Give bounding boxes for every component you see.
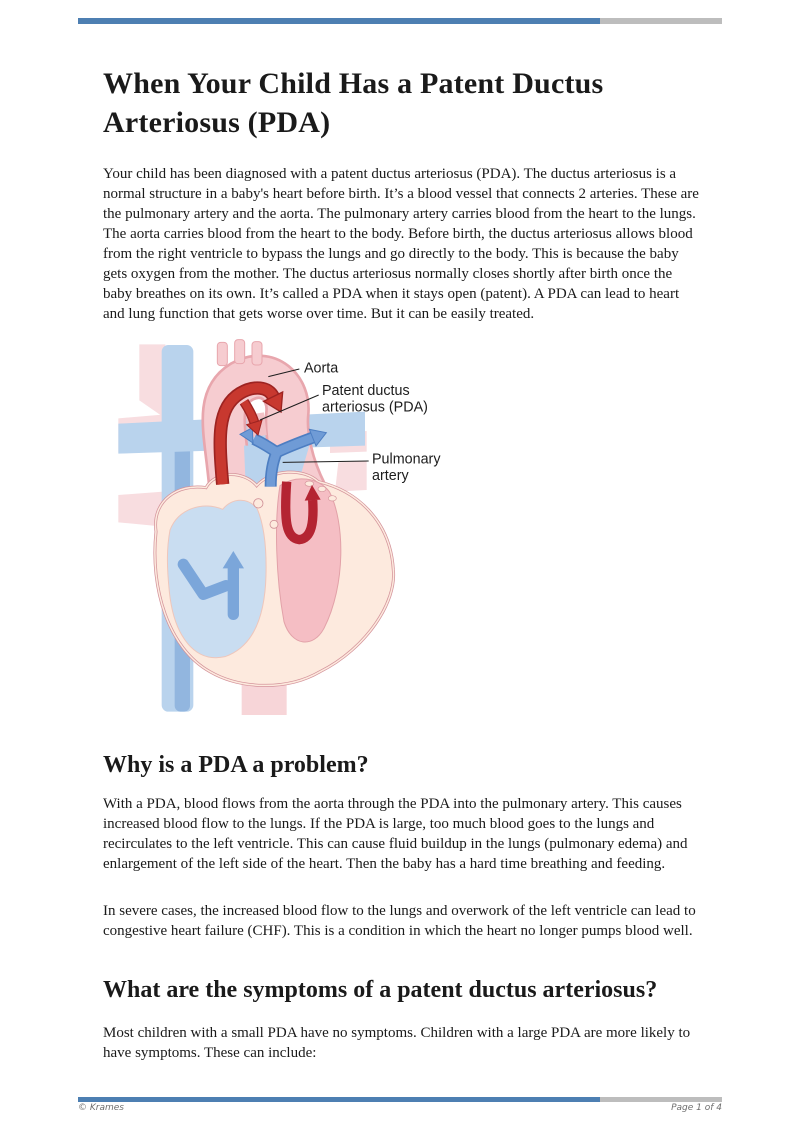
paragraph-problem-1: With a PDA, blood flows from the aorta through the PDA into the pulmonary artery. This causes increased blood flow to the lungs. If the PDA is large, too much blood goes to the lungs and recirculates to the left ventricle. This can cause fluid buildup in the lungs (pulmonary edema) and enlargement of the left side of the heart. Then the baby has a hard time breathing and feeding.: [103, 796, 688, 872]
paragraph-problem-2: In severe cases, the increased blood flow to the lungs and overwork of the left ventricle can lead to congestive heart failure (CHF). This is a condition in which the heart no longer pumps blood well.: [103, 903, 696, 939]
footer-copyright: © Krames: [78, 1103, 124, 1113]
intro-paragraph: Your child has been diagnosed with a patent ductus arteriosus (PDA). The ductus arteriosus is a normal structure in a baby's heart before birth. It’s a blood vessel that connects 2 arteries. These are the pulmonary artery and the aorta. The pulmonary artery carries blood from the heart to the lungs. The aorta carries blood from the heart to the body. Before birth, the ductus arteriosus allows blood from the right ventricle to bypass the lungs and go directly to the body. This is because the baby gets oxygen from the mother. The ductus arteriosus normally closes shortly after birth once the baby breathes on its own. It’s called a PDA when it stays open (patent). A PDA can lead to heart and lung function that gets worse over time. But it can be easily treated.: [103, 166, 699, 322]
aorta-label: Aorta: [304, 360, 339, 377]
pda-label-line2: arteriosus (PDA): [322, 399, 428, 416]
accent-bar-blue-segment: [78, 18, 600, 24]
section-heading-problem: Why is a PDA a problem?: [103, 751, 369, 778]
page-title: When Your Child Has a Patent Ductus Arteriosus (PDA): [103, 67, 604, 140]
right-heart-chamber: [167, 500, 266, 657]
paragraph-symptoms-intro: Most children with a small PDA have no symptoms. Children with a large PDA are more likely to have symptoms. These can include:: [103, 1025, 691, 1061]
footer-page-number: Page 1 of 4: [671, 1103, 722, 1113]
right-pulmonary-vein-lower: [335, 461, 367, 492]
footer-bar-gray-segment: [600, 1097, 722, 1102]
top-accent-bar: [78, 18, 722, 24]
section-heading-symptoms: What are the symptoms of a patent ductus arteriosus?: [103, 976, 658, 1003]
pulmonary-artery-label-line2: artery: [372, 468, 409, 484]
footer: [78, 1103, 722, 1113]
aortic-arch-branches: [217, 340, 262, 366]
accent-bar-gray-segment: [600, 18, 722, 24]
footer-bar-blue-segment: [78, 1097, 600, 1102]
footer-accent-bar: [78, 1097, 722, 1102]
pulmonary-artery-label-line1: Pulmonary: [372, 451, 441, 468]
heart-diagram-figure: [100, 335, 460, 715]
heart-diagram: [100, 335, 460, 715]
pda-label-line1: Patent ductus: [322, 383, 410, 399]
background-vessel-patch: [139, 344, 165, 418]
